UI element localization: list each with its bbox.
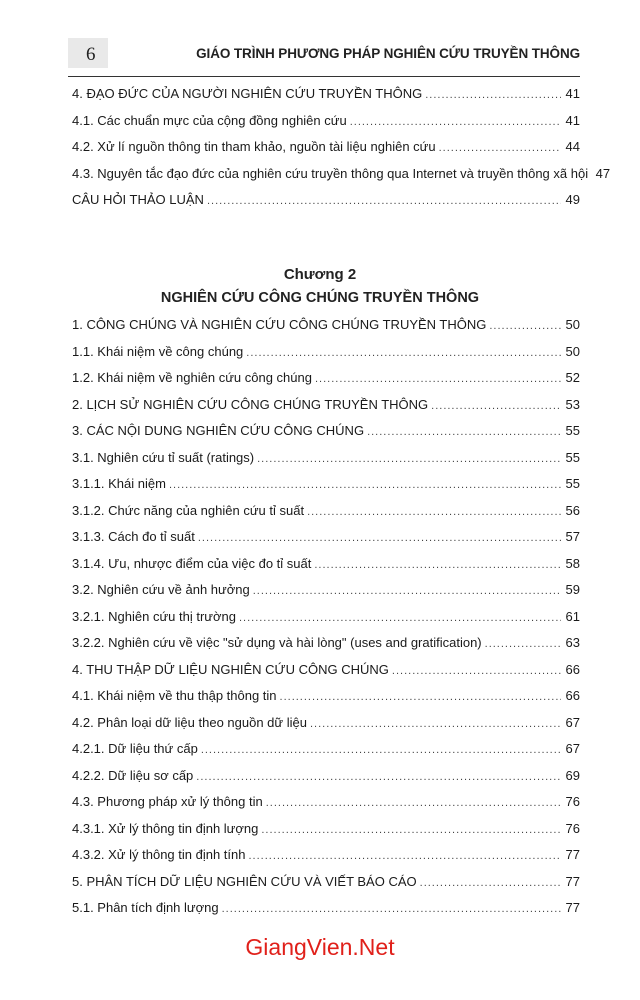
toc-entry — [72, 582, 580, 609]
dot-leader — [350, 116, 561, 128]
toc-entry-label: 3.2.2. Nghiên cứu về việc "sử dụng và hài lòng" (uses and gratification) — [72, 635, 482, 650]
toc-section-chapter — [72, 317, 580, 927]
chapter-title: NGHIÊN CỨU CÔNG CHÚNG TRUYỀN THÔNG — [160, 290, 480, 306]
toc-entry — [72, 423, 580, 450]
toc-entry — [72, 874, 580, 901]
toc-entry-label: 3.2.1. Nghiên cứu thị trường — [72, 608, 236, 624]
dot-leader — [261, 824, 561, 836]
header-rule — [68, 76, 580, 77]
toc-entry — [72, 192, 580, 219]
running-title: GIÁO TRÌNH PHƯƠNG PHÁP NGHIÊN CỨU TRUYỀN THÔNG — [196, 46, 580, 61]
chapter-number: Chương 2 — [283, 266, 357, 283]
toc-entry-label: 4.2. Xử lí nguồn thông tin tham khảo, nguồn tài liệu nghiên cứu — [72, 139, 436, 154]
toc-entry-label: 4. ĐẠO ĐỨC CỦA NGƯỜI NGHIÊN CỨU TRUYỀN THÔNG — [72, 86, 423, 101]
dot-leader — [257, 453, 561, 465]
toc-entry-page: 59 — [565, 582, 580, 597]
toc-entry-label: 1.1. Khái niệm về công chúng — [72, 343, 244, 359]
toc-entry — [72, 476, 580, 503]
toc-entry-label: CÂU HỎI THẢO LUẬN — [72, 192, 204, 207]
toc-entry-label: 5. PHÂN TÍCH DỮ LIỆU NGHIÊN CỨU VÀ VIẾT BÁO CÁO — [72, 873, 417, 889]
toc-entry-page: 77 — [565, 873, 580, 889]
dot-leader — [315, 373, 561, 385]
toc-entry — [72, 529, 580, 556]
toc-entry-label: 3. CÁC NỘI DUNG NGHIÊN CỨU CÔNG CHÚNG — [72, 423, 365, 438]
dot-leader — [253, 585, 561, 597]
toc-entry-label: 4.3. Nguyên tắc đạo đức của nghiên cứu truyền thông qua Internet và truyền thông xã hội — [72, 165, 589, 181]
dot-leader — [248, 850, 561, 862]
toc-entry — [72, 165, 611, 193]
toc-entry — [72, 768, 580, 795]
toc-entry — [72, 113, 580, 140]
toc-entry-page: 57 — [565, 529, 580, 544]
toc-entry-label: 3.1.2. Chức năng của nghiên cứu tỉ suất — [72, 502, 305, 518]
toc-entry-page: 67 — [565, 741, 580, 756]
toc-entry-page: 55 — [565, 476, 580, 491]
dot-leader — [201, 744, 561, 756]
dot-leader — [431, 400, 561, 412]
toc-entry-label: 1.2. Khái niệm về nghiên cứu công chúng — [72, 370, 312, 385]
dot-leader — [489, 320, 561, 332]
page-number: 6 — [86, 44, 96, 65]
toc-entry — [72, 344, 580, 371]
toc-entry-page: 67 — [565, 714, 580, 730]
toc-entry-page: 56 — [565, 502, 580, 518]
toc-entry-label: 3.2. Nghiên cứu về ảnh hưởng — [72, 582, 250, 597]
toc-entry-page: 44 — [565, 139, 580, 154]
toc-entry — [72, 556, 580, 583]
toc-entry-page: 66 — [565, 661, 580, 677]
dot-leader — [367, 426, 561, 438]
toc-entry-page: 55 — [565, 449, 580, 465]
dot-leader — [280, 691, 561, 703]
dot-leader — [198, 532, 561, 544]
toc-entry-page: 47 — [595, 165, 611, 181]
toc-entry-page: 76 — [565, 794, 580, 809]
toc-entry — [72, 794, 580, 821]
toc-section-top — [72, 86, 611, 219]
toc-entry-label: 4.3. Phương pháp xử lý thông tin — [72, 794, 263, 809]
toc-entry-page: 50 — [565, 317, 580, 332]
toc-entry-label: 4.1. Khái niệm về thu thập thông tin — [72, 688, 277, 703]
dot-leader — [169, 479, 561, 491]
watermark: GiangVien.Net — [245, 934, 395, 960]
toc-entry-label: 3.1.3. Cách đo tỉ suất — [72, 529, 195, 544]
toc-entry — [72, 503, 580, 530]
toc-entry — [72, 847, 580, 874]
toc-entry-page: 76 — [565, 820, 580, 836]
dot-leader — [307, 506, 561, 518]
toc-entry — [72, 609, 580, 636]
dot-leader — [207, 195, 561, 207]
toc-entry — [72, 900, 580, 927]
toc-entry-label: 4.2. Phân loại dữ liệu theo nguồn dữ liệu — [72, 714, 307, 730]
dot-leader — [266, 797, 561, 809]
toc-entry-page: 53 — [565, 396, 580, 412]
toc-entry — [72, 317, 580, 344]
toc-entry-page: 50 — [565, 343, 580, 359]
toc-entry-label: 5.1. Phân tích định lượng — [72, 900, 219, 915]
toc-entry-label: 4.1. Các chuẩn mực của cộng đồng nghiên cứu — [72, 112, 347, 128]
toc-entry-label: 4. THU THẬP DỮ LIỆU NGHIÊN CỨU CÔNG CHÚNG — [72, 661, 389, 677]
toc-entry-page: 41 — [565, 112, 580, 128]
toc-entry-page: 55 — [565, 423, 580, 438]
toc-entry — [72, 397, 580, 424]
toc-entry-page: 58 — [565, 555, 580, 571]
toc-entry-label: 4.2.1. Dữ liệu thứ cấp — [72, 741, 198, 756]
toc-entry — [72, 688, 580, 715]
toc-entry — [72, 450, 580, 477]
toc-entry-label: 4.3.1. Xử lý thông tin định lượng — [72, 820, 259, 836]
dot-leader — [246, 347, 561, 359]
toc-entry — [72, 86, 580, 113]
dot-leader — [314, 559, 561, 571]
toc-entry-page: 41 — [565, 86, 580, 101]
toc-entry-label: 4.3.2. Xử lý thông tin định tính — [72, 847, 246, 862]
toc-entry-label: 3.1. Nghiên cứu tỉ suất (ratings) — [72, 449, 255, 465]
dot-leader — [222, 903, 561, 915]
toc-entry-page: 49 — [565, 192, 580, 207]
toc-entry-label: 1. CÔNG CHÚNG VÀ NGHIÊN CỨU CÔNG CHÚNG TRUYỀN THÔNG — [72, 317, 487, 332]
dot-leader — [196, 771, 561, 783]
dot-leader — [420, 877, 561, 889]
dot-leader — [239, 612, 561, 624]
toc-entry — [72, 139, 580, 166]
toc-entry-page: 63 — [565, 635, 580, 650]
toc-entry-page: 77 — [565, 847, 580, 862]
toc-entry — [72, 370, 580, 397]
toc-entry-page: 66 — [565, 688, 580, 703]
dot-leader — [310, 718, 561, 730]
toc-entry-label: 3.1.4. Ưu, nhược điểm của việc đo tỉ suất — [72, 555, 312, 571]
toc-entry — [72, 821, 580, 848]
toc-entry-page: 77 — [565, 900, 580, 915]
toc-entry-label: 4.2.2. Dữ liệu sơ cấp — [72, 767, 194, 783]
dot-leader — [439, 142, 561, 154]
dot-leader — [425, 89, 561, 101]
dot-leader — [485, 638, 561, 650]
toc-entry-page: 69 — [565, 767, 580, 783]
toc-entry — [72, 662, 580, 689]
toc-entry-page: 52 — [565, 370, 580, 385]
toc-entry-label: 3.1.1. Khái niệm — [72, 476, 166, 491]
dot-leader — [392, 665, 561, 677]
toc-entry — [72, 741, 580, 768]
toc-entry — [72, 635, 580, 662]
toc-entry-page: 61 — [565, 608, 580, 624]
toc-entry — [72, 715, 580, 742]
toc-entry-label: 2. LỊCH SỬ NGHIÊN CỨU CÔNG CHÚNG TRUYỀN THÔNG — [72, 396, 429, 412]
